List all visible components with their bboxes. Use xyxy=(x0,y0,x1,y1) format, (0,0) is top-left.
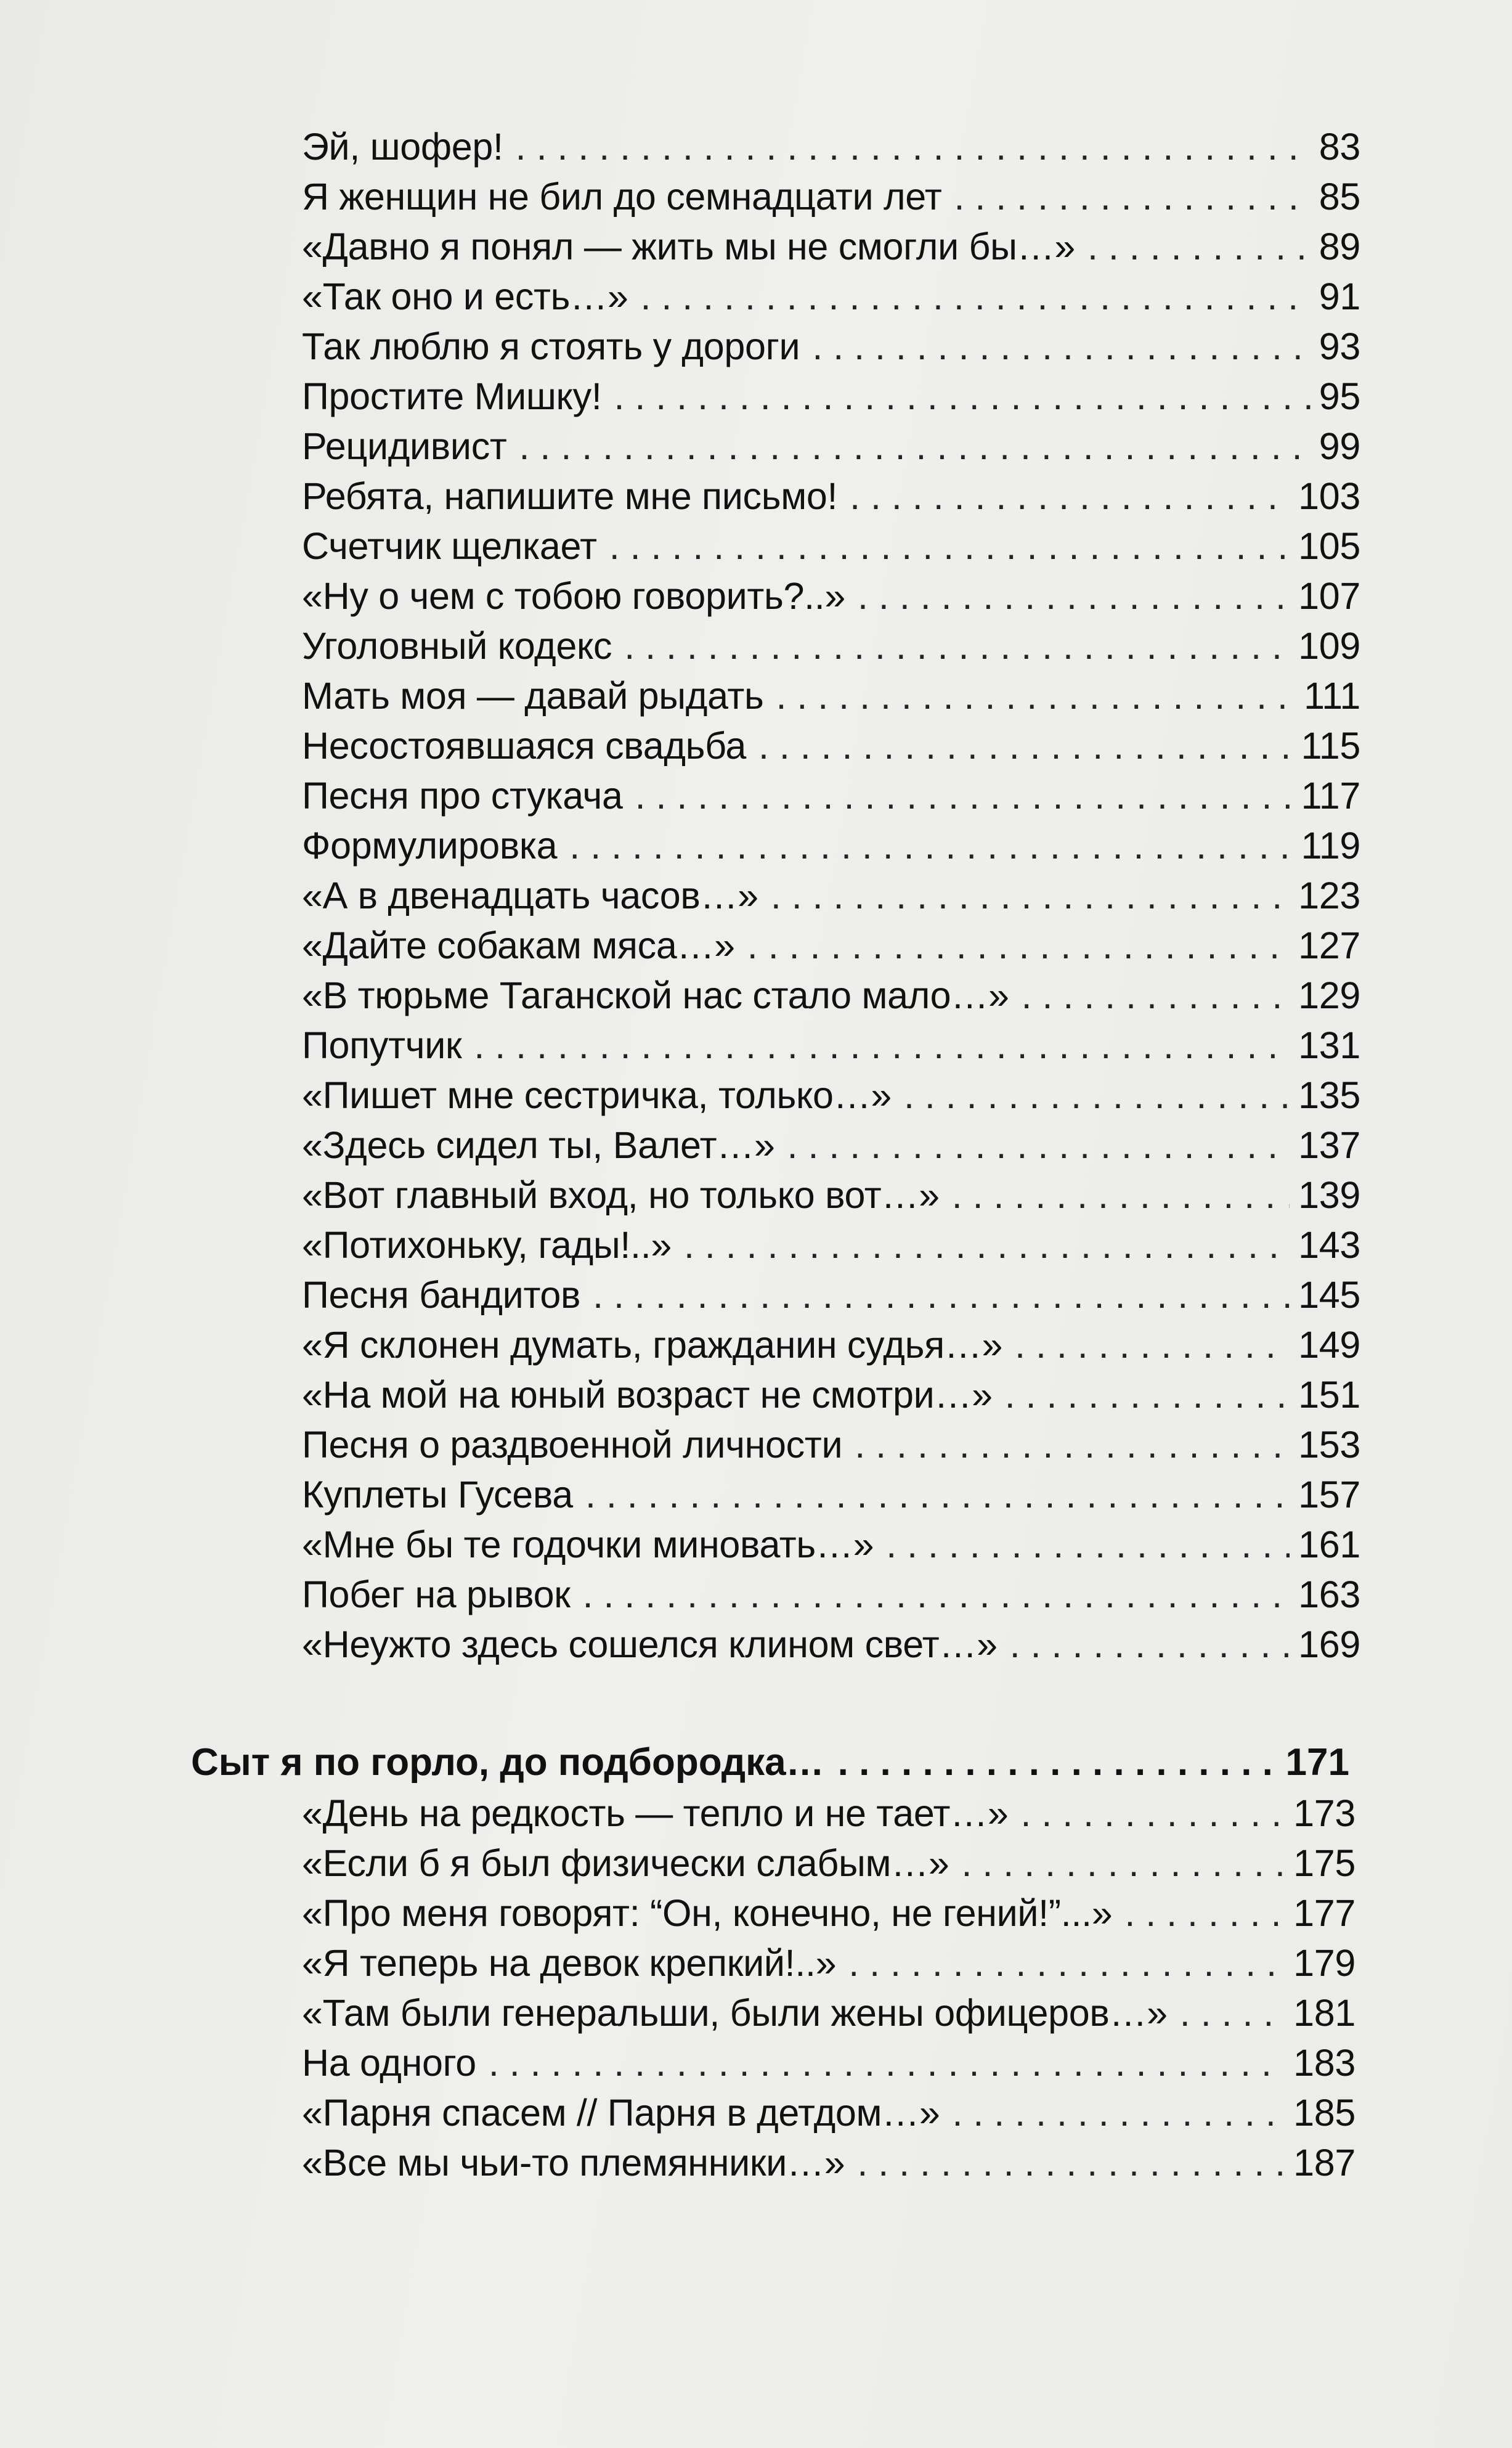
toc-entry xyxy=(302,172,1360,222)
dot-leader xyxy=(747,921,1290,971)
dot-leader xyxy=(640,272,1310,322)
dot-leader xyxy=(1022,971,1290,1021)
toc-entry-page: 119 xyxy=(1301,825,1360,867)
dot-leader xyxy=(758,721,1293,771)
dot-leader xyxy=(593,1270,1290,1320)
toc-entry-title: Эй, шофер! xyxy=(302,126,503,168)
toc-entry-page: 115 xyxy=(1301,725,1360,767)
toc-entry-title: Песня про стукача xyxy=(302,775,623,817)
dot-leader xyxy=(886,1520,1290,1570)
toc-entry xyxy=(302,1021,1360,1071)
toc-entry-title: «Я теперь на девок крепкий!..» xyxy=(302,1942,837,1984)
dot-leader xyxy=(1020,1789,1285,1838)
toc-entry-title: «Неужто здесь сошелся клином свет…» xyxy=(302,1623,998,1665)
toc-entry-title: «День на редкость — тепло и не тает…» xyxy=(302,1792,1009,1834)
toc-entry-page: 179 xyxy=(1293,1942,1356,1984)
dot-leader xyxy=(624,621,1290,671)
section-heading-page: 171 xyxy=(1285,1741,1349,1784)
toc-entry-page: 143 xyxy=(1298,1224,1360,1266)
toc-entry-title: Я женщин не бил до семнадцати лет xyxy=(302,176,942,218)
toc-entry xyxy=(302,871,1360,921)
toc-entry-title: «Пишет мне сестричка, только…» xyxy=(302,1074,892,1116)
dot-leader xyxy=(776,671,1296,721)
toc-entry xyxy=(302,921,1360,971)
toc-entry xyxy=(302,1620,1360,1670)
dot-leader xyxy=(585,1470,1290,1520)
toc-entry-page: 137 xyxy=(1298,1124,1360,1166)
toc-entry-title: «А в двенадцать часов…» xyxy=(302,875,758,916)
toc-entry-page: 187 xyxy=(1293,2142,1356,2184)
dot-leader xyxy=(812,322,1310,372)
toc-entry xyxy=(302,1120,1360,1170)
toc-entry-title: «Если б я был физически слабым…» xyxy=(302,1842,949,1884)
toc-entry-page: 127 xyxy=(1298,924,1360,966)
toc-entry-page: 107 xyxy=(1298,575,1360,617)
dot-leader xyxy=(516,122,1311,172)
toc-entry-page: 117 xyxy=(1301,775,1360,817)
toc-entry xyxy=(302,1320,1360,1370)
dot-leader xyxy=(583,1570,1290,1620)
toc-entry-title: Ребята, напишите мне письмо! xyxy=(302,475,838,517)
toc-entry-page: 131 xyxy=(1298,1024,1360,1066)
toc-entry xyxy=(302,471,1360,521)
dot-leader xyxy=(1124,1888,1285,1938)
toc-entry-page: 83 xyxy=(1319,126,1360,168)
toc-entry-page: 91 xyxy=(1319,275,1360,317)
toc-entry-title: «Давно я понял — жить мы не смогли бы…» xyxy=(302,226,1076,267)
dot-leader xyxy=(489,2038,1285,2088)
dot-leader xyxy=(857,2138,1285,2188)
toc-entry-title: «Потихоньку, гады!..» xyxy=(302,1224,672,1266)
toc-entry-page: 111 xyxy=(1304,675,1360,717)
toc-entry xyxy=(302,422,1360,471)
toc-entry-page: 145 xyxy=(1298,1274,1360,1316)
toc-entry xyxy=(302,521,1360,571)
toc-entry-page: 149 xyxy=(1298,1324,1360,1366)
toc-entry-page: 173 xyxy=(1293,1792,1356,1834)
toc-entry-page: 85 xyxy=(1319,176,1360,218)
dot-leader xyxy=(848,1938,1285,1988)
toc-entry-title: Несостоявшаяся свадьба xyxy=(302,725,746,767)
toc-entry-title: Попутчик xyxy=(302,1024,462,1066)
toc-entry-page: 135 xyxy=(1298,1074,1360,1116)
toc-entry xyxy=(302,372,1360,422)
dot-leader xyxy=(954,172,1310,222)
toc-entry xyxy=(302,1520,1360,1570)
toc-entry xyxy=(302,1470,1360,1520)
dot-leader xyxy=(787,1120,1290,1170)
toc-entry-title: Куплеты Гусева xyxy=(302,1474,573,1516)
toc-entry-page: 161 xyxy=(1298,1524,1360,1565)
toc-entry-page: 157 xyxy=(1298,1474,1360,1516)
toc-entry xyxy=(302,721,1360,771)
toc-entry xyxy=(302,1938,1356,1988)
dot-leader xyxy=(614,372,1310,422)
toc-entry-title: «Дайте собакам мяса…» xyxy=(302,924,735,966)
toc-entry-page: 93 xyxy=(1319,325,1360,367)
toc-entry xyxy=(302,1420,1360,1470)
toc-list-part-1 xyxy=(302,122,1360,1670)
toc-entry-title: «Ну о чем с тобою говорить?..» xyxy=(302,575,846,617)
toc-entry xyxy=(302,2088,1356,2138)
toc-entry xyxy=(302,1270,1360,1320)
toc-entry xyxy=(302,272,1360,322)
toc-entry-page: 95 xyxy=(1319,375,1360,417)
toc-entry-title: «Про меня говорят: “Он, конечно, не гений!”...» xyxy=(302,1892,1113,1934)
toc-entry-title: Так люблю я стоять у дороги xyxy=(302,325,800,367)
dot-leader xyxy=(684,1220,1290,1270)
dot-leader xyxy=(519,422,1311,471)
toc-entry xyxy=(302,2038,1356,2088)
toc-entry xyxy=(302,1570,1360,1620)
dot-leader xyxy=(962,1838,1285,1888)
toc-entry-title: «Вот главный вход, но только вот…» xyxy=(302,1174,940,1216)
toc-entry xyxy=(302,2138,1356,2188)
dot-leader xyxy=(609,521,1290,571)
toc-entry-title: «На мой на юный возраст не смотри…» xyxy=(302,1374,993,1416)
toc-entry xyxy=(302,771,1360,821)
section-heading xyxy=(191,1736,1349,1790)
toc-entry xyxy=(302,571,1360,621)
toc-entry-title: «Здесь сидел ты, Валет…» xyxy=(302,1124,775,1166)
dot-leader xyxy=(838,1736,1276,1790)
toc-entry-page: 103 xyxy=(1298,475,1360,517)
toc-entry-title: «Мне бы те годочки миновать…» xyxy=(302,1524,874,1565)
toc-entry xyxy=(302,821,1360,871)
toc-entry-page: 169 xyxy=(1298,1623,1360,1665)
dot-leader xyxy=(952,1170,1290,1220)
toc-entry xyxy=(302,971,1360,1021)
dot-leader xyxy=(1180,1988,1285,2038)
toc-entry xyxy=(302,1988,1356,2038)
dot-leader xyxy=(635,771,1293,821)
toc-entry-title: «Там были генеральши, были жены офицеров…» xyxy=(302,1992,1168,2034)
toc-entry-title: Рецидивист xyxy=(302,425,507,467)
toc-entry-title: Мать моя — давай рыдать xyxy=(302,675,764,717)
toc-entry-title: Простите Мишку! xyxy=(302,375,602,417)
toc-entry-page: 177 xyxy=(1293,1892,1356,1934)
toc-entry-page: 129 xyxy=(1298,974,1360,1016)
toc-entry-page: 181 xyxy=(1293,1992,1356,2034)
toc-entry-page: 185 xyxy=(1293,2092,1356,2134)
toc-entry xyxy=(302,671,1360,721)
toc-entry-page: 163 xyxy=(1298,1573,1360,1615)
toc-entry xyxy=(302,1888,1356,1938)
toc-entry-title: «Все мы чьи-то племянники…» xyxy=(302,2142,845,2184)
toc-entry-title: Песня о раздвоенной личности xyxy=(302,1424,843,1466)
toc-list-part-2 xyxy=(302,1789,1356,2188)
toc-entry-page: 151 xyxy=(1298,1374,1360,1416)
toc-entry-page: 175 xyxy=(1293,1842,1356,1884)
toc-entry xyxy=(302,1071,1360,1120)
toc-entry-title: Песня бандитов xyxy=(302,1274,581,1316)
toc-entry xyxy=(302,1789,1356,1838)
toc-entry-title: Побег на рывок xyxy=(302,1573,571,1615)
toc-entry-page: 89 xyxy=(1319,226,1360,267)
toc-entry-title: «В тюрьме Таганской нас стало мало…» xyxy=(302,974,1009,1016)
toc-entry-title: Уголовный кодекс xyxy=(302,625,612,667)
toc-entry xyxy=(302,1838,1356,1888)
toc-entry-title: «Парня спасем // Парня в детдом…» xyxy=(302,2092,940,2134)
toc-entry xyxy=(302,322,1360,372)
dot-leader xyxy=(474,1021,1290,1071)
toc-entry-page: 153 xyxy=(1298,1424,1360,1466)
dot-leader xyxy=(569,821,1292,871)
toc-entry-page: 139 xyxy=(1298,1174,1360,1216)
dot-leader xyxy=(904,1071,1290,1120)
toc-entry-title: Формулировка xyxy=(302,825,558,867)
toc-entry xyxy=(302,1370,1360,1420)
toc-entry xyxy=(302,222,1360,272)
toc-entry xyxy=(302,1170,1360,1220)
dot-leader xyxy=(1010,1620,1290,1670)
toc-entry-title: «Я склонен думать, гражданин судья…» xyxy=(302,1324,1003,1366)
toc-entry xyxy=(302,122,1360,172)
toc-entry-title: На одного xyxy=(302,2042,476,2084)
toc-entry-page: 105 xyxy=(1298,525,1360,567)
dot-leader xyxy=(1015,1320,1290,1370)
toc-entry-page: 183 xyxy=(1293,2042,1356,2084)
toc-entry-title: «Так оно и есть…» xyxy=(302,275,628,317)
dot-leader xyxy=(771,871,1290,921)
toc-entry xyxy=(302,1220,1360,1270)
dot-leader xyxy=(855,1420,1290,1470)
dot-leader xyxy=(1005,1370,1290,1420)
dot-leader xyxy=(1087,222,1311,272)
section-heading-title: Сыт я по горло, до подбородка… xyxy=(191,1741,824,1784)
toc-entry-page: 99 xyxy=(1319,425,1360,467)
dot-leader xyxy=(858,571,1290,621)
dot-leader xyxy=(850,471,1290,521)
toc-entry-title: Счетчик щелкает xyxy=(302,525,597,567)
toc-entry-page: 109 xyxy=(1298,625,1360,667)
toc-entry xyxy=(302,621,1360,671)
toc-entry-page: 123 xyxy=(1298,875,1360,916)
dot-leader xyxy=(953,2088,1285,2138)
